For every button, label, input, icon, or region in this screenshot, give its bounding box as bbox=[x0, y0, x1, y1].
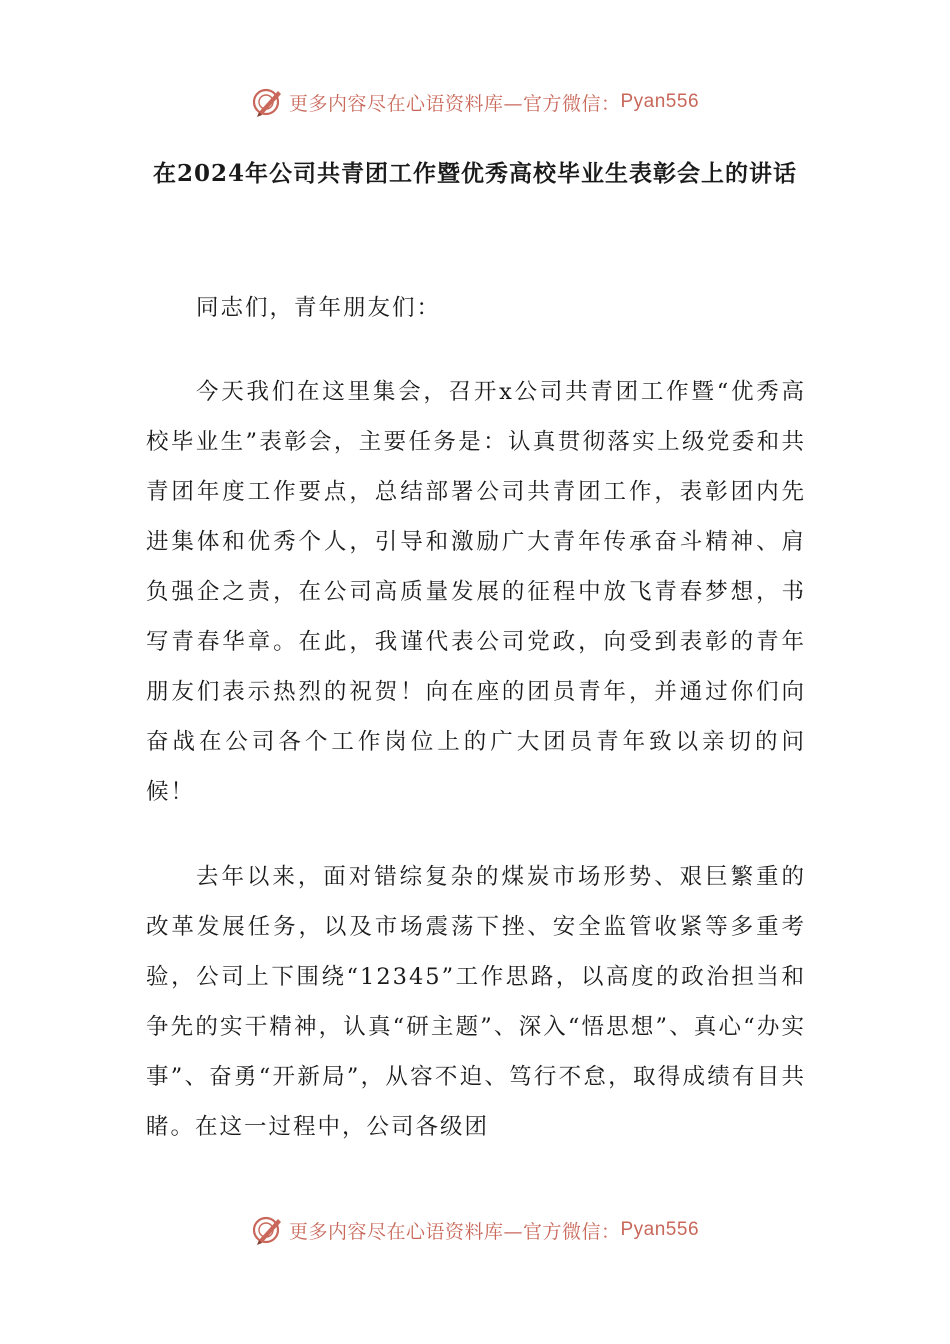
watermark-text: 更多内容尽在心语资料库—官方微信： bbox=[288, 92, 621, 115]
wechat-id: Pyan556 bbox=[620, 1219, 700, 1240]
salutation: 同志们，青年朋友们： bbox=[196, 295, 442, 321]
paragraph-1: 今天我们在这里集会，召开x公司共青团工作暨“优秀高校毕业生”表彰会，主要任务是：认真贯彻落实上级党委和共青团年度工作要点，总结部署公司共青团工作，表彰团内先进集体和优秀个人，引导和激励广大青年传承奋斗精神、肩负强企之责，在公司高质量发展的征程中放飞青春梦想，书写青春华章。在此，我谨代表公司党政，向受到表彰的青年朋友们表示热烈的祝贺！向在座的团员青年，并通过你们向奋战在公司各个工作岗位上的广大团员青年致以亲切的问候！ bbox=[146, 379, 806, 805]
wechat-id: Pyan556 bbox=[620, 91, 700, 112]
watermark-banner-top bbox=[0, 82, 950, 122]
watermark-banner-bottom bbox=[0, 1210, 950, 1250]
document-title: 在2024年公司共青团工作暨优秀高校毕业生表彰会上的讲话 bbox=[152, 160, 797, 187]
pen-logo-icon bbox=[251, 85, 285, 119]
watermark-text: 更多内容尽在心语资料库—官方微信： bbox=[288, 1220, 621, 1243]
pen-logo-icon bbox=[251, 1213, 285, 1247]
paragraph-2: 去年以来，面对错综复杂的煤炭市场形势、艰巨繁重的改革发展任务，以及市场震荡下挫、安全监管收紧等多重考验，公司上下围绕“12345”工作思路，以高度的政治担当和争先的实干精神，认真“研主题”、深入“悟思想”、真心“办实事”、奋勇“开新局”，从容不迫、笃行不怠，取得成绩有目共睹。在这一过程中，公司各级团 bbox=[146, 864, 806, 1140]
